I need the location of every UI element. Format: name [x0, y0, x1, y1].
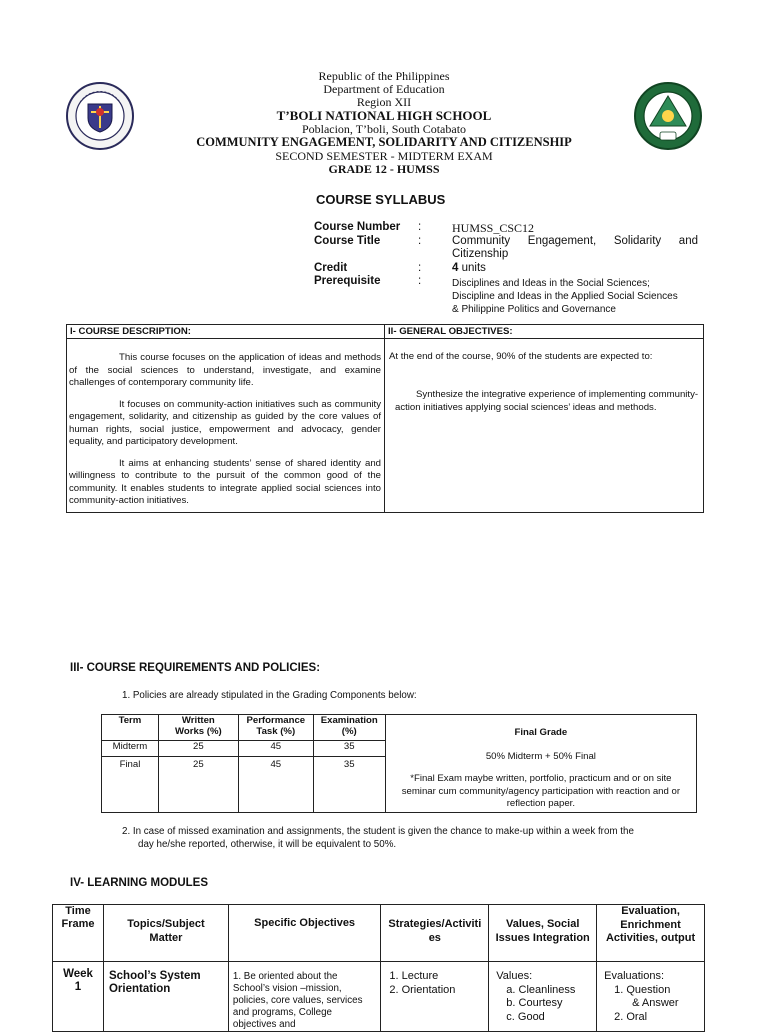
objectives-intro: At the end of the course, 90% of the students are expected to:	[389, 351, 653, 362]
requirements-item-2	[122, 826, 634, 851]
final-grade-cell	[385, 715, 696, 813]
final-grade-formula: 50% Midterm + 50% Final	[485, 751, 596, 762]
module-evaluation	[597, 962, 705, 1032]
evaluation-item: 2. Oral	[614, 1010, 648, 1023]
prerequisite-label: Prerequisite	[314, 275, 381, 287]
modules-header-strategies: Strategies/Activiti es	[381, 905, 489, 962]
general-objectives-section	[384, 324, 704, 513]
colon: :	[418, 262, 422, 274]
module-values	[489, 962, 597, 1032]
header-republic: Republic of the Philippines	[318, 69, 450, 83]
colon: :	[418, 275, 422, 287]
evaluation-item: & Answer	[632, 997, 679, 1009]
syllabus-title: COURSE SYLLABUS	[316, 192, 446, 207]
prerequisite-line1: Disciplines and Ideas in the Social Sciences;	[452, 278, 650, 289]
table-row	[53, 962, 705, 1032]
header-grade: GRADE 12 - HUMSS	[328, 162, 440, 176]
evaluation-label: Evaluations:	[604, 970, 665, 982]
grading-cell: 25	[158, 757, 238, 813]
course-description-heading: I- COURSE DESCRIPTION:	[70, 326, 191, 337]
prerequisite-line2: Discipline and Ideas in the Applied Social Sciences	[452, 291, 678, 302]
requirements-heading: III- COURSE REQUIREMENTS AND POLICIES:	[70, 662, 321, 674]
course-title-line2: Citizenship	[452, 248, 509, 260]
grading-cell: 35	[313, 741, 385, 757]
learning-modules-heading: IV- LEARNING MODULES	[70, 877, 209, 889]
description-paragraph-2: It focuses on community-action initiatives such as community engagement, solidarity, and citizenship as guided by the core values of human rights, social justice, empowerment and advocacy, gender equality, and participatory development.	[69, 398, 381, 447]
colon: :	[418, 221, 422, 233]
header-address: Poblacion, T’boli, South Cotabato	[301, 122, 467, 136]
value-item: c. Good	[506, 1010, 545, 1023]
objective-item-1: Synthesize the integrative experience of implementing community-action initiatives applying social sciences’ ideas and methods.	[395, 389, 699, 413]
evaluation-item: 1. Question	[614, 983, 671, 996]
learning-modules-table	[52, 904, 705, 1032]
modules-header-evaluation: Evaluation, Enrichment Activities, output	[597, 905, 705, 962]
grading-cell: 25	[158, 741, 238, 757]
credit-unit: units	[461, 262, 486, 274]
description-paragraph-1: This course focuses on the application of ideas and methods of the social sciences to understand, investigate, and examine challenges of contemporary community life.	[69, 352, 381, 388]
grading-cell: Final	[102, 757, 159, 813]
course-number-label: Course Number	[314, 221, 401, 233]
credit-number: 4	[452, 262, 459, 274]
grading-components-table	[101, 714, 697, 813]
course-description-section	[66, 324, 385, 513]
header-course-heading: COMMUNITY ENGAGEMENT, SOLIDARITY AND CITIZENSHIP	[196, 135, 572, 149]
final-grade-title: Final Grade	[514, 727, 568, 738]
credit-value	[452, 262, 486, 274]
strategy-item: 1. Lecture	[389, 970, 439, 982]
requirements-item-2-line1: 2. In case of missed examination and assignments, the student is given the chance to make-up within a week from the	[122, 826, 634, 837]
header-region: Region XII	[356, 95, 412, 109]
colon: :	[418, 235, 422, 247]
requirements-item-2-line2: day he/she reported, otherwise, it will be equivalent to 50%.	[138, 838, 397, 850]
module-week: Week 1	[53, 962, 104, 1032]
grading-cell: 45	[238, 741, 313, 757]
description-paragraph-3: It aims at enhancing students’ sense of shared identity and willingness to contribute to the pursuit of the common good of the community. It enables students to integrate applied social sciences into community-action initiatives.	[69, 457, 381, 506]
grading-header-written: Written Works (%)	[158, 715, 238, 741]
modules-header-objectives: Specific Objectives	[228, 905, 380, 962]
course-title-value	[452, 235, 698, 260]
modules-header-time-frame: Time Frame	[53, 905, 104, 962]
grading-header-performance: Performance Task (%)	[238, 715, 313, 741]
grading-cell: 35	[313, 757, 385, 813]
strategy-item: 2. Orientation	[389, 983, 456, 996]
grading-header-term: Term	[102, 715, 159, 741]
requirements-item-1: 1. Policies are already stipulated in the Grading Components below:	[122, 690, 417, 701]
value-item: a. Cleanliness	[506, 983, 576, 996]
module-objectives: 1. Be oriented about the School’s vision –mission, policies, core values, services and programs, College objectives and	[228, 962, 380, 1032]
general-objectives-heading: II- GENERAL OBJECTIVES:	[388, 326, 513, 337]
value-item: b. Courtesy	[506, 997, 563, 1009]
grading-cell: Midterm	[102, 741, 159, 757]
modules-header-values: Values, Social Issues Integration	[489, 905, 597, 962]
header-semester: SECOND SEMESTER - MIDTERM EXAM	[275, 149, 493, 163]
final-grade-note: *Final Exam maybe written, portfolio, practicum and or on site seminar cum community/agency participation with reaction and or reflection paper.	[401, 773, 681, 809]
grading-header-examination: Examination (%)	[313, 715, 385, 741]
prerequisite-line3: & Philippine Politics and Governance	[452, 304, 616, 315]
prerequisite-value	[452, 277, 678, 316]
credit-label: Credit	[314, 262, 348, 274]
course-title-line1: Community Engagement, Solidarity and	[452, 235, 698, 247]
modules-header-topics: Topics/Subject Matter	[103, 905, 228, 962]
header-school-name: T’BOLI NATIONAL HIGH SCHOOL	[276, 108, 492, 123]
module-strategies	[381, 962, 489, 1032]
course-number-value: HUMSS_CSC12	[452, 221, 535, 235]
course-title-label: Course Title	[314, 235, 381, 247]
header-department: Department of Education	[323, 82, 445, 96]
grading-cell: 45	[238, 757, 313, 813]
module-topic: School’s System Orientation	[103, 962, 228, 1032]
values-label: Values:	[496, 970, 533, 982]
